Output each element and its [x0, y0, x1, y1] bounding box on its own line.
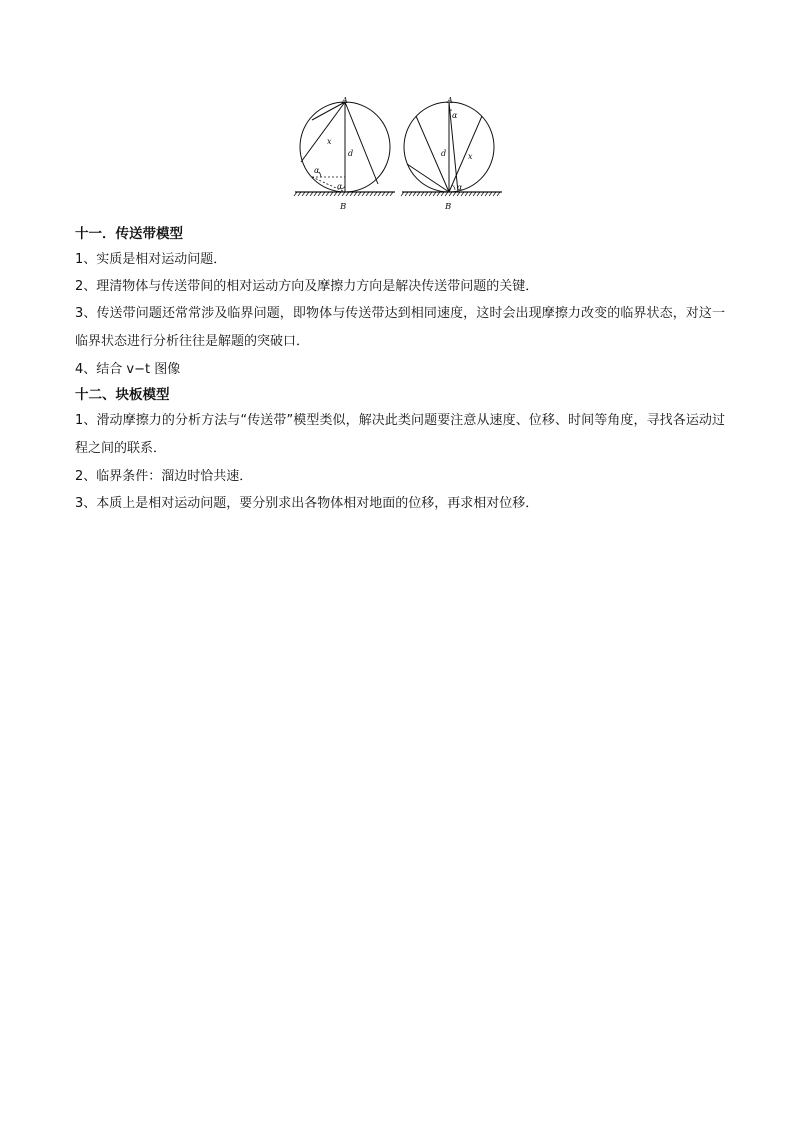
right-label-alpha-2: α	[457, 183, 463, 192]
figure-svg	[290, 92, 504, 216]
circle-incline-figure	[290, 92, 504, 216]
left-diagram	[294, 96, 395, 212]
left-label-alpha-2: α	[337, 182, 343, 191]
left-chord-x	[301, 102, 345, 162]
left-label-x: x	[327, 137, 332, 146]
left-label-a: A	[342, 96, 348, 105]
section-12-item-2: 2、临界条件：溜边时恰共速．	[75, 469, 253, 484]
section-11-item-3: 3、传送带问题还常常涉及临界问题，即物体与传送带达到相同速度，这时会出现摩擦力改变的临界状态，对这一临界状态进行分析往往是解题的突破口．	[75, 306, 725, 349]
right-diagram	[401, 96, 502, 212]
section-11-title: 十一．传送带模型	[75, 226, 183, 242]
left-ground-hatch	[294, 192, 393, 196]
left-label-d: d	[348, 149, 354, 158]
left-label-alpha-1: α	[314, 166, 320, 175]
left-chord-right	[345, 102, 378, 184]
right-label-d: d	[441, 149, 447, 158]
right-label-alpha-1: α	[452, 111, 458, 120]
section-11-item-2: 2、理清物体与传送带间的相对运动方向及摩擦力方向是解决传送带问题的关键．	[75, 279, 539, 294]
section-12-item-1: 1、滑动摩擦力的分析方法与“传送带”模型类似，解决此类问题要注意从速度、位移、时间等角度，寻找各运动过程之间的联系．	[75, 413, 725, 456]
section-12-item-3: 3、本质上是相对运动问题，要分别求出各物体相对地面的位移，再求相对位移．	[75, 496, 539, 511]
section-11-item-1: 1、实质是相对运动问题．	[75, 252, 227, 267]
left-label-b: B	[340, 202, 347, 212]
right-label-a: A	[447, 96, 453, 105]
right-label-b: B	[445, 202, 452, 212]
right-ground-hatch	[401, 192, 500, 196]
content-body	[75, 222, 725, 517]
right-label-x: x	[468, 152, 473, 161]
section-12-title: 十二、块板模型	[75, 387, 170, 403]
section-11-item-4: 4、结合 v−t 图像	[75, 362, 181, 377]
right-angle-arc-2	[452, 185, 455, 190]
